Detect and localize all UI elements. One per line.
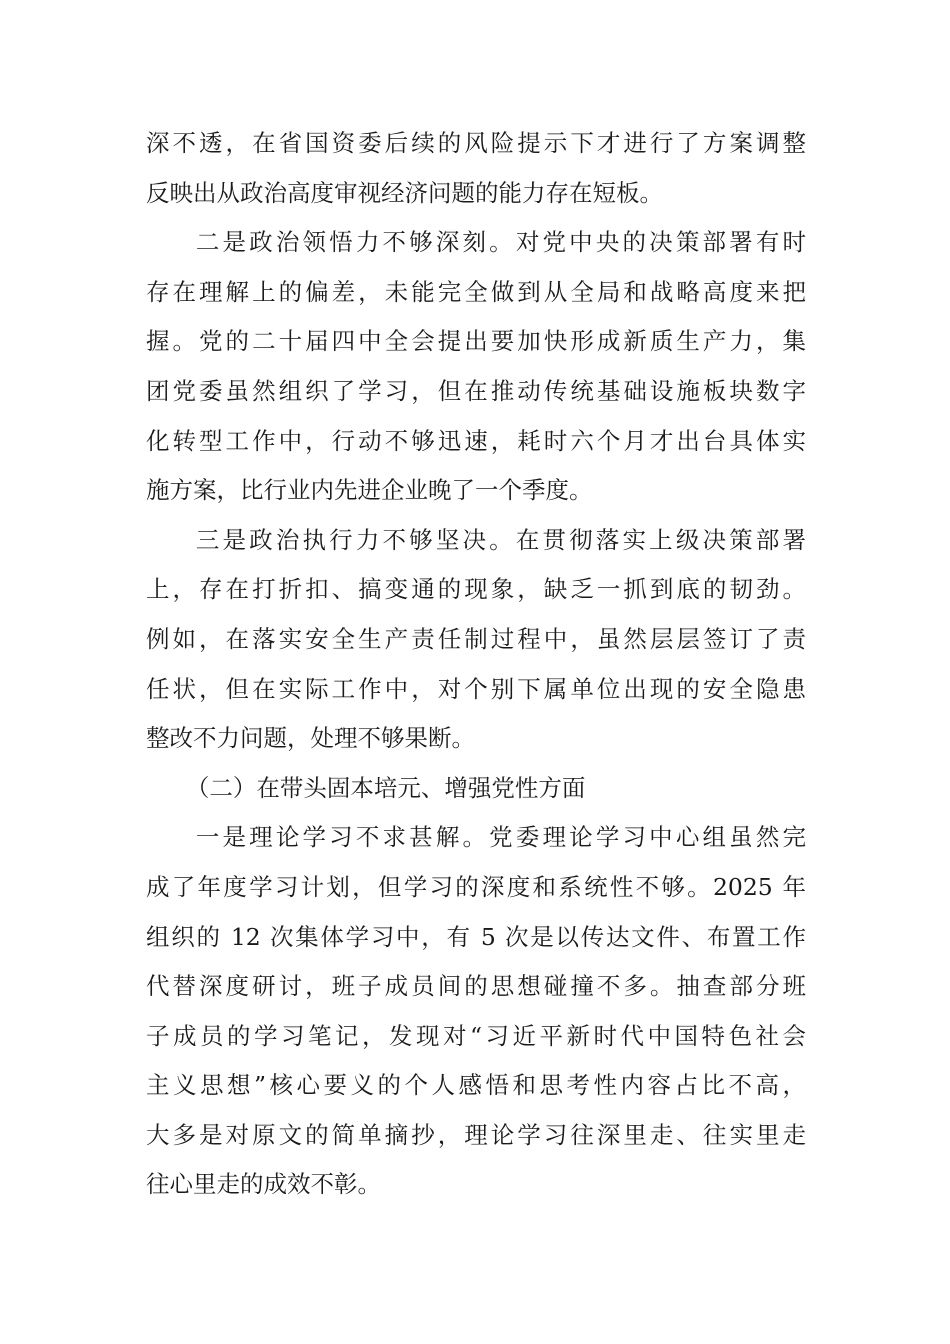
text-line: 任状，但在实际工作中，对个别下属单位出现的安全隐患 xyxy=(146,674,806,703)
text-line: 团党委虽然组织了学习，但在推动传统基础设施板块数字 xyxy=(146,376,806,405)
text-line: （二）在带头固本培元、增强党性方面 xyxy=(185,773,586,802)
text-line: 代替深度研讨，班子成员间的思想碰撞不多。抽查部分班 xyxy=(146,972,806,1001)
text-line: 一是理论学习不求甚解。党委理论学习中心组虽然完 xyxy=(195,823,806,852)
text-line: 三是政治执行力不够坚决。在贯彻落实上级决策部署 xyxy=(195,525,806,554)
text-line: 大多是对原文的简单摘抄，理论学习往深里走、往实里走 xyxy=(146,1120,806,1149)
text-line: 存在理解上的偏差，未能完全做到从全局和战略高度来把 xyxy=(146,277,806,306)
text-line: 子成员的学习笔记，发现对“习近平新时代中国特色社会 xyxy=(146,1021,806,1050)
text-line: 整改不力问题，处理不够果断。 xyxy=(146,724,475,753)
text-line: 上，存在打折扣、搞变通的现象，缺乏一抓到底的韧劲。 xyxy=(146,575,806,604)
text-line: 往心里走的成效不彰。 xyxy=(146,1170,381,1199)
text-line: 成了年度学习计划，但学习的深度和系统性不够。2025 年 xyxy=(146,872,806,901)
text-line: 主义思想”核心要义的个人感悟和思考性内容占比不高， xyxy=(146,1071,806,1100)
text-line: 握。党的二十届四中全会提出要加快形成新质生产力，集 xyxy=(146,327,806,356)
text-line: 深不透，在省国资委后续的风险提示下才进行了方案调整 xyxy=(146,129,806,157)
text-line: 施方案，比行业内先进企业晚了一个季度。 xyxy=(146,476,593,505)
text-line: 二是政治领悟力不够深刻。对党中央的决策部署有时 xyxy=(195,228,806,257)
document-body xyxy=(146,119,806,1210)
text-line: 例如，在落实安全生产责任制过程中，虽然层层签订了责 xyxy=(146,624,806,653)
text-line: 化转型工作中，行动不够迅速，耗时六个月才出台具体实 xyxy=(146,426,806,455)
text-line: 组织的 12 次集体学习中，有 5 次是以传达文件、布置工作 xyxy=(146,922,806,951)
text-line: 反映出从政治高度审视经济问题的能力存在短板。 xyxy=(146,178,663,207)
